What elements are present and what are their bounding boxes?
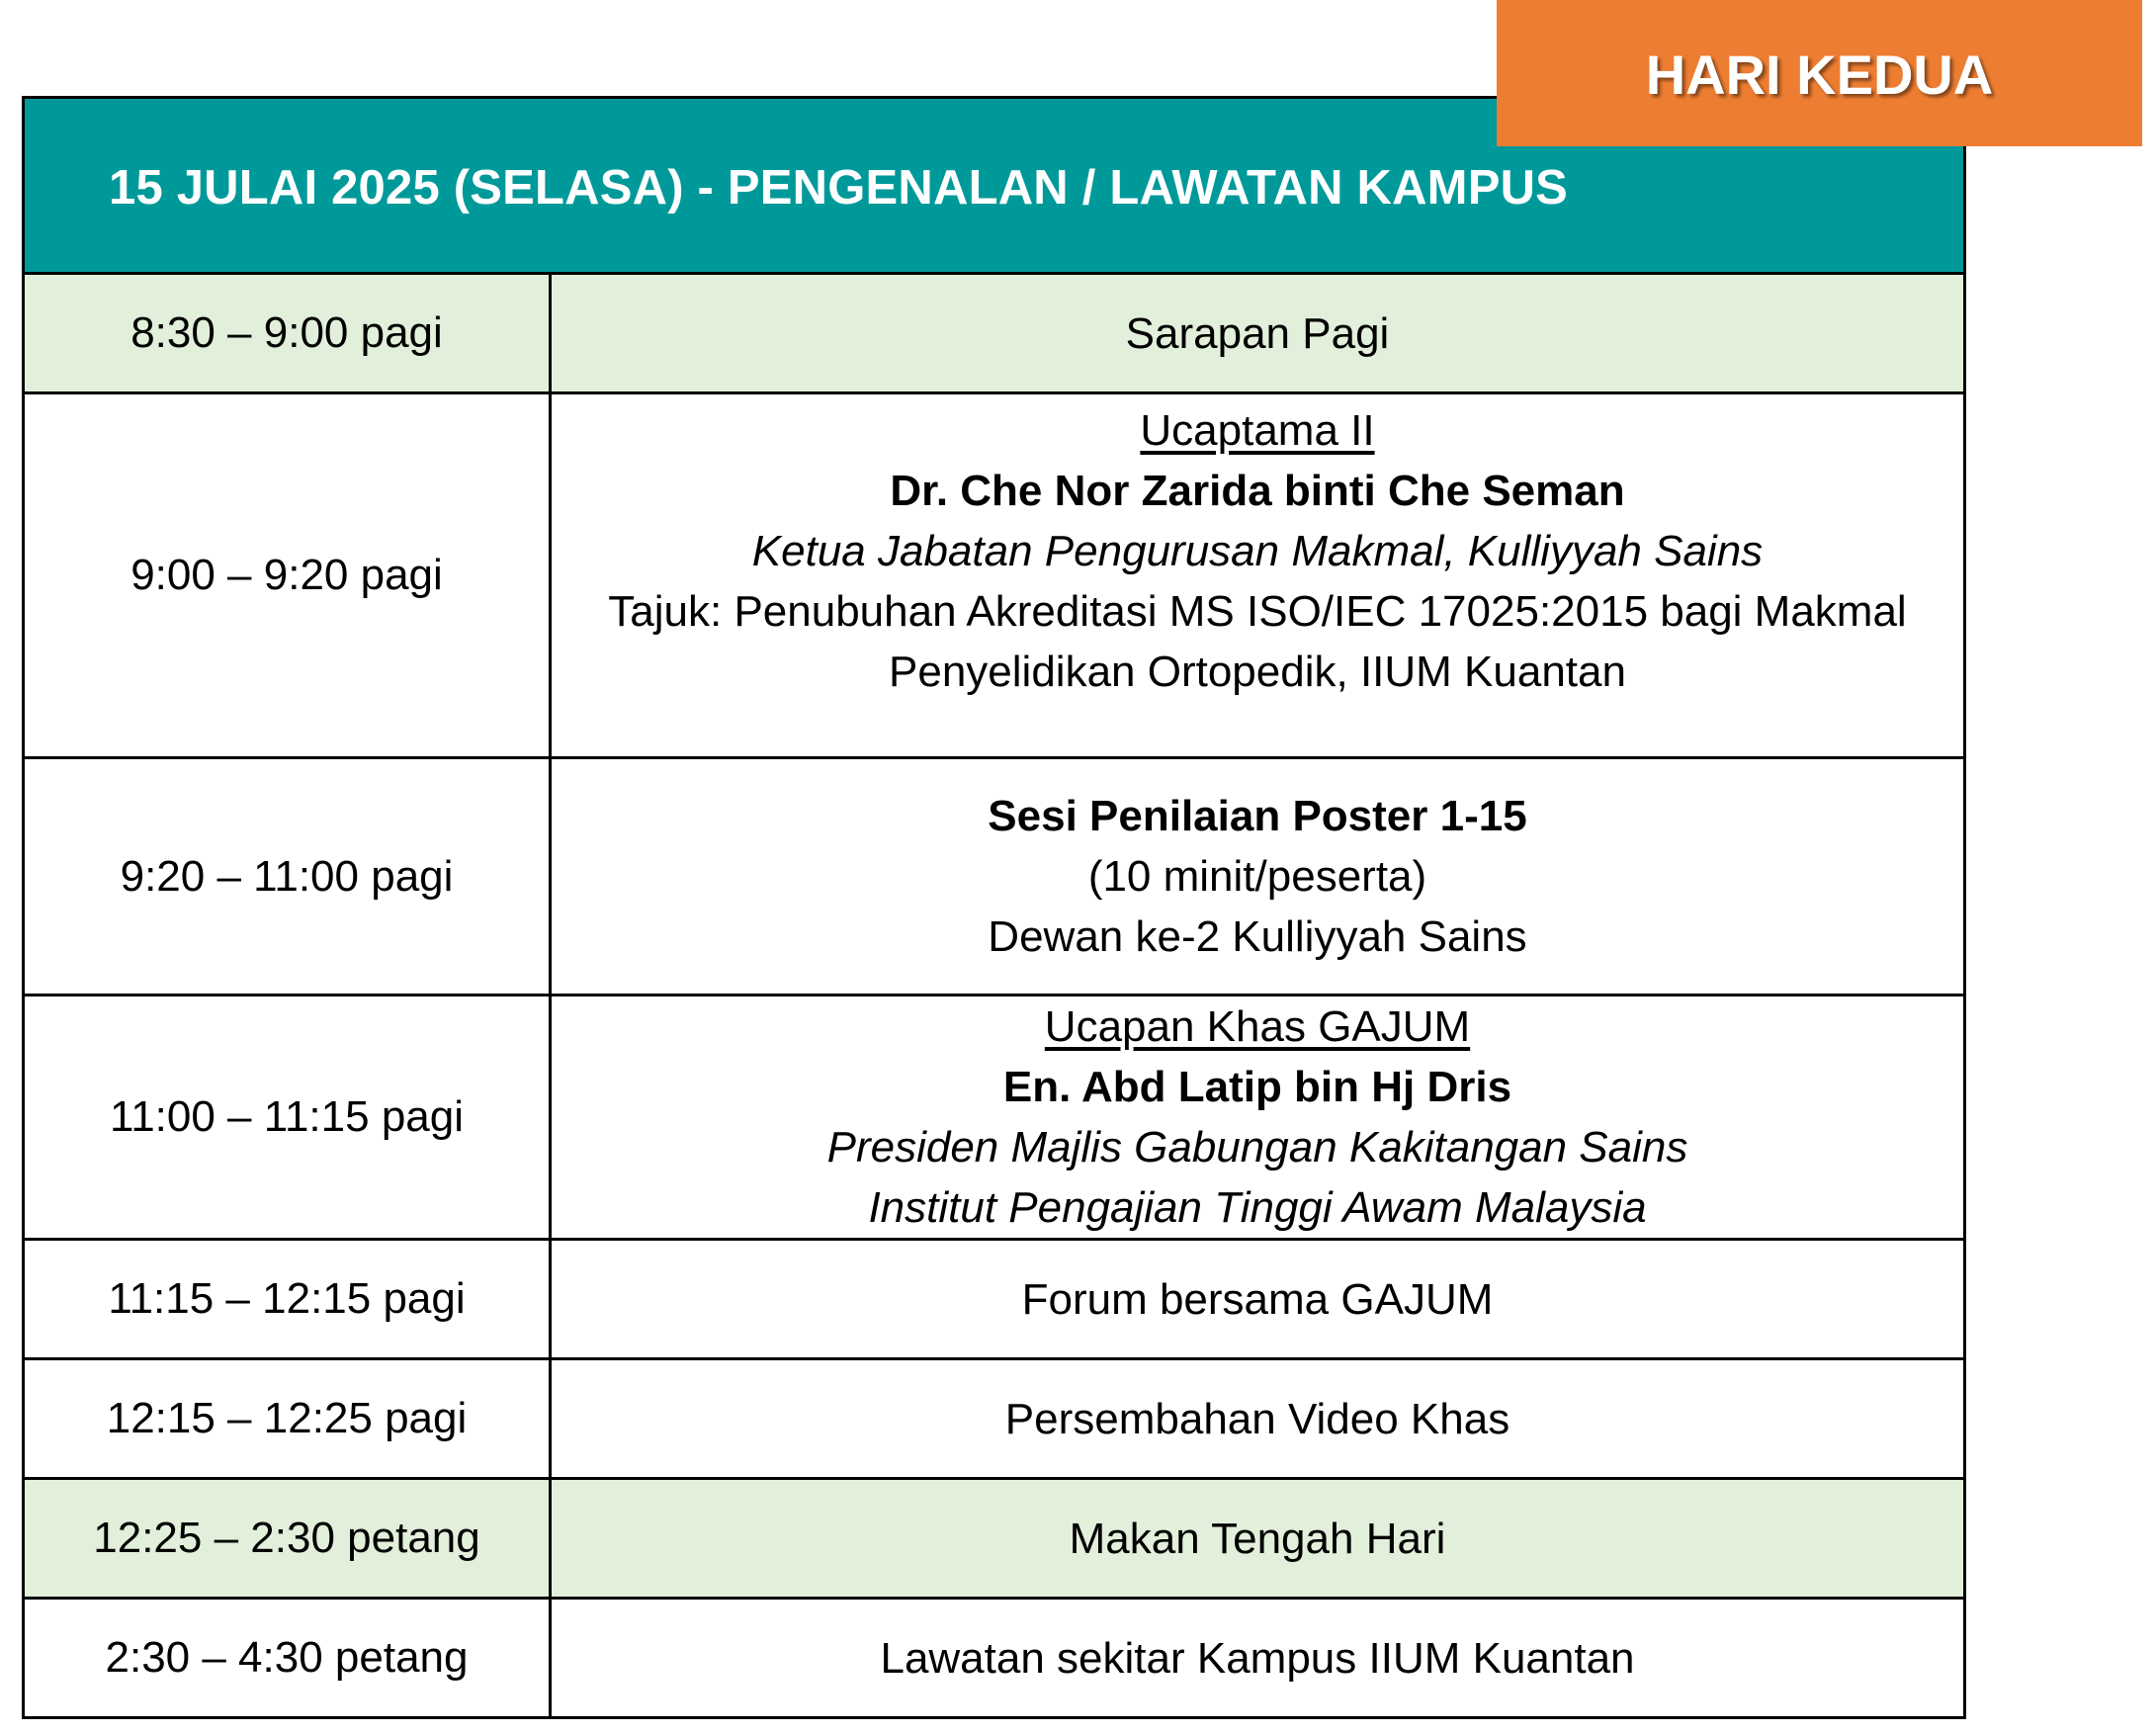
activity-text: Forum bersama GAJUM (1021, 1274, 1494, 1324)
activity-text: Sarapan Pagi (1125, 308, 1390, 358)
time-cell: 8:30 – 9:00 pagi (25, 275, 552, 391)
activity-cell (552, 1360, 1963, 1477)
session-venue: Dewan ke-2 Kulliyyah Sains (988, 912, 1527, 961)
activity-cell (552, 759, 1963, 994)
activity-cell (552, 1480, 1963, 1597)
speaker-role: Ketua Jabatan Pengurusan Makmal, Kulliyyah Sains (751, 527, 1764, 575)
table-row-poster (25, 759, 1963, 997)
time-cell: 9:00 – 9:20 pagi (25, 394, 552, 756)
table-row-video (25, 1360, 1963, 1480)
table-row-forum (25, 1241, 1963, 1360)
activity-text: Lawatan sekitar Kampus IIUM Kuantan (880, 1633, 1635, 1683)
schedule-table (22, 96, 1966, 1719)
table-row-lunch (25, 1480, 1963, 1600)
activity-cell (552, 997, 1963, 1238)
session-heading: Ucaptama II (1140, 406, 1375, 455)
day-badge (1497, 0, 2142, 146)
activity-text: Makan Tengah Hari (1069, 1514, 1446, 1563)
time-cell: 11:15 – 12:15 pagi (25, 1241, 552, 1357)
time-cell: 12:15 – 12:25 pagi (25, 1360, 552, 1477)
time-cell: 11:00 – 11:15 pagi (25, 997, 552, 1238)
speaker-role: Presiden Majlis Gabungan Kakitangan Sains (826, 1123, 1688, 1171)
session-detail: (10 minit/peserta) (1087, 852, 1427, 901)
day-badge-label: HARI KEDUA (1645, 43, 1994, 106)
time-cell: 2:30 – 4:30 petang (25, 1600, 552, 1716)
table-row-keynote (25, 394, 1963, 759)
speaker-name: Dr. Che Nor Zarida binti Che Seman (890, 467, 1625, 515)
activity-cell (552, 1600, 1963, 1716)
session-heading: Ucapan Khas GAJUM (1044, 1002, 1471, 1051)
table-row-special-speech (25, 997, 1963, 1241)
topic-line: Penyelidikan Ortopedik, IIUM Kuantan (889, 648, 1626, 696)
time-cell: 9:20 – 11:00 pagi (25, 759, 552, 994)
table-row-campus-visit (25, 1600, 1963, 1716)
schedule-title: 15 JULAI 2025 (SELASA) - PENGENALAN / LAWATAN KAMPUS (109, 160, 1569, 215)
activity-cell (552, 1241, 1963, 1357)
table-row-breakfast (25, 275, 1963, 394)
activity-cell (552, 394, 1963, 756)
speaker-name: En. Abd Latip bin Hj Dris (1002, 1063, 1512, 1111)
topic-line: Tajuk: Penubuhan Akreditasi MS ISO/IEC 17025:2015 bagi Makmal (608, 587, 1907, 636)
activity-cell (552, 275, 1963, 391)
speaker-role: Institut Pengajian Tinggi Awam Malaysia (868, 1183, 1647, 1232)
activity-text: Persembahan Video Khas (1004, 1394, 1510, 1443)
session-title: Sesi Penilaian Poster 1-15 (988, 792, 1527, 840)
time-cell: 12:25 – 2:30 petang (25, 1480, 552, 1597)
